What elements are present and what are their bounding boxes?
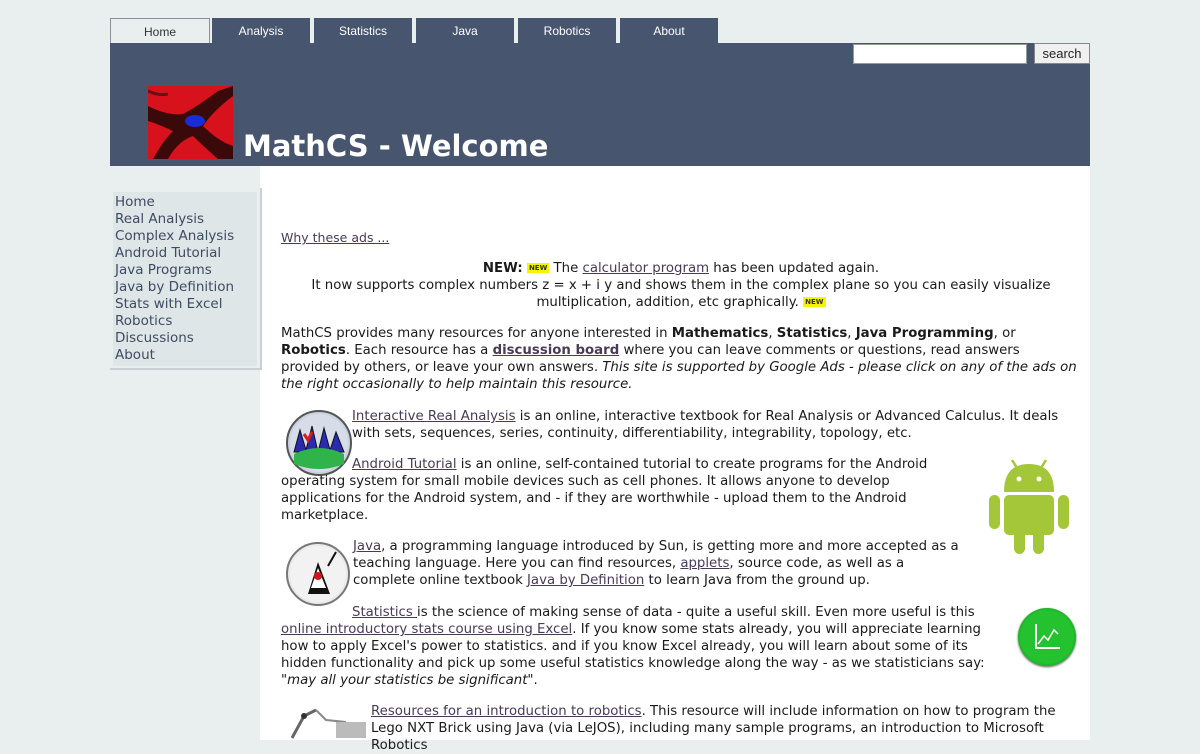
tab-home[interactable]: Home bbox=[110, 18, 210, 44]
news-line-1 bbox=[281, 260, 1081, 277]
sidebar-item-about[interactable]: About bbox=[115, 347, 155, 363]
tab-statistics[interactable]: Statistics bbox=[314, 18, 412, 43]
sidebar-item-discussions[interactable]: Discussions bbox=[115, 330, 194, 346]
intro-sep: , bbox=[847, 326, 856, 341]
sidebar bbox=[110, 188, 262, 370]
android-paragraph bbox=[281, 456, 951, 524]
discussion-board-link[interactable]: discussion board bbox=[492, 343, 620, 358]
stats-text: is the science of making sense of data - quite a useful skill. Even more useful is this bbox=[417, 605, 975, 620]
tab-java[interactable]: Java bbox=[416, 18, 514, 43]
news-text-1: The bbox=[553, 261, 579, 276]
stats-quote: "may all your statistics be significant" bbox=[281, 673, 534, 688]
news-line-2: It now supports complex numbers z = x + i y and shows them in the complex plane so you can easily visualize bbox=[311, 278, 1051, 293]
intro-mathematics: Mathematics bbox=[671, 326, 769, 341]
news-label: NEW: bbox=[482, 261, 523, 276]
ads-info bbox=[281, 229, 389, 246]
sidebar-item-android-tutorial[interactable]: Android Tutorial bbox=[115, 245, 222, 261]
robotics-resources-link[interactable]: Resources for an introduction to robotics bbox=[371, 704, 642, 719]
intro-text: MathCS provides many resources for anyone interested in bbox=[281, 326, 672, 341]
stats-chart-icon bbox=[1018, 608, 1076, 666]
intro-sep: , or bbox=[993, 326, 1016, 341]
android-text: is an online, self-contained tutorial to create programs for the Android operating system for small mobile devices such as cell phones. It allows anyone to develop applications for the Android system, and - if they are worthwhile - upload them to the Android marketplace. bbox=[281, 457, 928, 523]
stats-text: . If you know some stats already, you will appreciate learning how to apply Excel's power to statistics. and if you know Excel already, you will learn about some of its hidden functionality and pick up some useful statistics knowledge along the way - as we statisticians say: bbox=[281, 622, 985, 671]
site-logo bbox=[148, 86, 233, 159]
stats-text: . bbox=[533, 673, 538, 688]
site-header bbox=[110, 43, 1090, 166]
java-paragraph bbox=[353, 538, 959, 589]
java-text: , a programming language introduced by Sun, is getting more and more accepted as a teaching language. Here you can find resources, bbox=[353, 539, 959, 571]
page-title: MathCS - Welcome bbox=[243, 129, 549, 163]
robotics-text: . This resource will include information on how to program the Lego NXT Brick using Java (via LeJOS), including many sample programs, an introduction to Microsoft Robotics bbox=[371, 704, 1056, 753]
statistics-link[interactable]: Statistics bbox=[352, 605, 418, 620]
analysis-paragraph bbox=[352, 408, 1080, 442]
intro-paragraph bbox=[281, 325, 1081, 393]
sidebar-menu bbox=[113, 192, 257, 366]
sidebar-item-robotics[interactable]: Robotics bbox=[115, 313, 173, 329]
java-link[interactable]: Java bbox=[353, 539, 382, 554]
java-duke-icon bbox=[286, 542, 350, 606]
search-button[interactable]: search bbox=[1034, 43, 1090, 64]
new-badge-2: NEW bbox=[805, 298, 824, 306]
search-input[interactable] bbox=[853, 44, 1027, 64]
intro-java: Java Programming bbox=[855, 326, 994, 341]
news-announcement bbox=[281, 260, 1081, 311]
intro-text: . Each resource has a bbox=[345, 343, 493, 358]
tab-analysis[interactable]: Analysis bbox=[212, 18, 310, 43]
page bbox=[110, 18, 1090, 753]
tab-about[interactable]: About bbox=[620, 18, 718, 43]
new-badge: NEW bbox=[528, 264, 548, 272]
java-by-definition-link[interactable]: Java by Definition bbox=[527, 573, 645, 588]
sidebar-item-stats-with-excel[interactable]: Stats with Excel bbox=[115, 296, 223, 312]
stats-excel-course-link[interactable]: online introductory stats course using Excel bbox=[281, 622, 573, 637]
java-text: to learn Java from the ground up. bbox=[644, 573, 870, 588]
sidebar-item-real-analysis[interactable]: Real Analysis bbox=[115, 211, 205, 227]
applets-link[interactable]: applets bbox=[680, 556, 730, 571]
intro-statistics: Statistics bbox=[776, 326, 848, 341]
sidebar-item-complex-analysis[interactable]: Complex Analysis bbox=[115, 228, 235, 244]
calculator-program-link[interactable]: calculator program bbox=[582, 261, 710, 276]
sidebar-item-java-by-definition[interactable]: Java by Definition bbox=[115, 279, 235, 295]
why-these-ads-link[interactable]: Why these ads ... bbox=[281, 230, 390, 245]
tab-bar bbox=[110, 18, 1090, 44]
news-line-3: multiplication, addition, etc graphically. bbox=[536, 295, 799, 310]
robot-arm-icon bbox=[286, 702, 370, 740]
interactive-real-analysis-link[interactable]: Interactive Real Analysis bbox=[352, 409, 516, 424]
tab-robotics[interactable]: Robotics bbox=[518, 18, 616, 43]
sidebar-item-home[interactable]: Home bbox=[115, 194, 155, 210]
ads-support-note: This site is supported by Google Ads - please click on any of the ads on the right occasionally to help maintain this resource. bbox=[281, 360, 1077, 392]
intro-robotics: Robotics bbox=[281, 343, 346, 358]
android-robot-icon bbox=[986, 458, 1072, 556]
sidebar-item-java-programs[interactable]: Java Programs bbox=[115, 262, 212, 278]
news-line-3-wrap bbox=[281, 294, 1081, 311]
intro-sep: , bbox=[768, 326, 777, 341]
robotics-paragraph bbox=[371, 703, 1083, 754]
statistics-paragraph bbox=[281, 604, 1006, 689]
intro-text: where you can leave comments or questions, read answers provided by others, or leave your own answers. bbox=[281, 343, 1020, 375]
java-text: , source code, as well as a complete online textbook bbox=[353, 556, 905, 588]
news-text-2: has been updated again. bbox=[713, 261, 880, 276]
analysis-text: is an online, interactive textbook for Real Analysis or Advanced Calculus. It deals with sets, sequences, series, continuity, differentiability, integrability, topology, etc. bbox=[352, 409, 1059, 441]
android-tutorial-link[interactable]: Android Tutorial bbox=[352, 457, 457, 472]
